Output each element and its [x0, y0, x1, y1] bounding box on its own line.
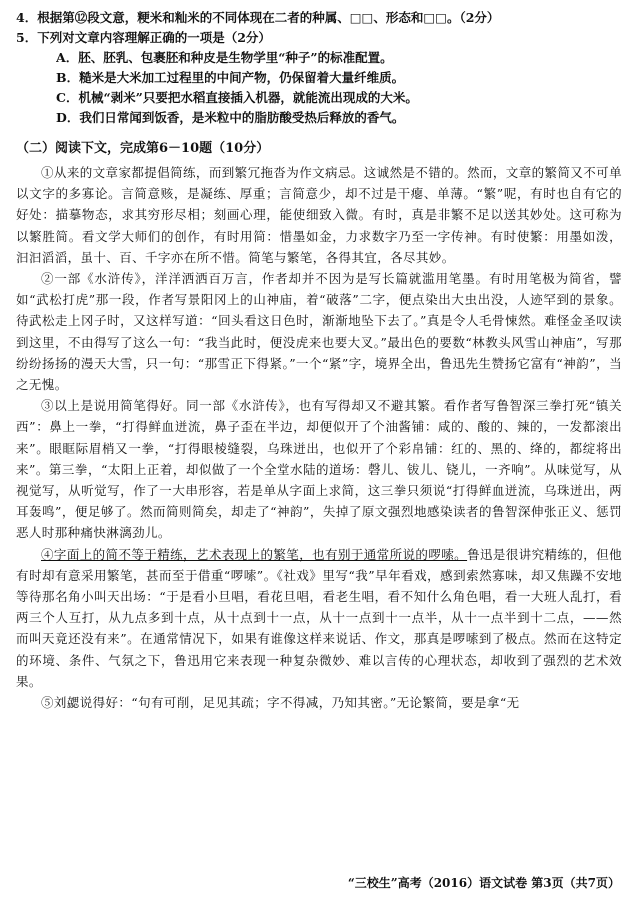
article-paragraph-4-rest: 鲁迅是很讲究精练的，但他有时却有意采用繁笔，甚而至于借重“啰嗦”。《社戏》里写“我”早年看戏，感到索然寡味，却又焦躁不安地等待那名角小叫天出场：“于是看小旦唱，看花旦唱，看老生唱，看不知什么角色唱，看一大班人乱打，看两三个人互打，从九点多到十点，从十点到十一点，从十一点到十一点半，从十一点半到十二点，——然而叫天竟还没有来”。在通常情况下，如果有谁像这样来说话、作文，那真是啰嗦到了极点。然而在这特定的环境、条件、气氛之下，鲁迅用它来表现一种复杂微妙、难以言传的心理状态，却收到了强烈的艺术效果。 — [16, 546, 622, 689]
article-paragraph-2: ②一部《水浒传》，洋洋洒洒百万言，作者却并不因为是写长篇就滥用笔墨。有时用笔极为简省，譬如“武松打虎”那一段，作者写景阳冈上的山神庙，着“破落”二字，便点染出大虫出没，人迹罕到的景象。待武松走上冈子时，又这样写道：“回头看这日色时，渐渐地坠下去了。”真是令人毛骨悚然。难怪金圣叹读到这里，不由得写了这么一句：“我当此时，便没虎来也要大叉。”最出色的要数“林教头风雪山神庙”，写那纷纷扬扬的漫天大雪，只一句：“那雪正下得紧。”一个“紧”字，境界全出，鲁迅先生赞扬它富有“神韵”，当之无愧。 — [16, 271, 622, 393]
question-5-option-d: D．我们日常闻到饭香，是米粒中的脂肪酸受热后释放的香气。 — [56, 110, 405, 125]
article-paragraph-4-underlined: ④字面上的简不等于精练，艺术表现上的繁笔，也有别于通常所说的啰嗦。 — [41, 546, 468, 562]
section-title: （二）阅读下文，完成第6－10题（10分） — [16, 141, 270, 156]
question-5: 5．下列对文章内容理解正确的一项是（2分） — [16, 30, 271, 45]
article-paragraph-4 — [16, 544, 622, 692]
page-footer: “三校生”高考（2016）语文试卷 第3页（共7页） — [347, 876, 620, 890]
article-paragraph-5: ⑤刘勰说得好：“句有可削，足见其疏；字不得减，乃知其密。”无论繁简，要是拿“无 — [41, 695, 520, 711]
article-paragraph-3: ③以上是说用简笔得好。同一部《水浒传》，也有写得却又不避其繁。看作者写鲁智深三拳打死“镇关西”：鼻上一拳，“打得鲜血迸流，鼻子歪在半边，却便似开了个油酱铺：咸的、酸的、辣的，一发都滚出来”。眼眶际眉梢又一拳，“打得眼棱缝裂，乌珠迸出，也似开了个彩帛铺：红的、黑的、绛的，都绽将出来”。第三拳，“太阳上正着，却似做了一个全堂水陆的道场：磬儿、钹儿、铙儿，一齐响”。从味觉写，从视觉写，从听觉写，作了一大串形容，若是单从字面上求简，这三拳只须说“打得鲜血迸流，乌珠迸出，两耳轰鸣”，便足够了。然而简则简矣，却走了“神韵”，失掉了原文强烈地感染读者的鲁智深伸张正义、惩罚恶人时那种痛快淋漓劲儿。 — [16, 398, 622, 541]
question-5-option-a: A．胚、胚乳、包裹胚和种皮是生物学里“种子”的标准配置。 — [56, 50, 393, 65]
question-4: 4．根据第⑫段文意，粳米和籼米的不同体现在二者的种属、□□、形态和□□。（2分） — [16, 10, 500, 25]
question-5-option-b: B．糙米是大米加工过程里的中间产物，仍保留着大量纤维质。 — [56, 70, 405, 85]
article-paragraph-1: ①从来的文章家都提倡简练，而到繁冗拖沓为作文病忌。这诚然是不错的。然而，文章的繁简又不可单以文字的多寡论。言简意赅，是凝练、厚重；言简意少，却不过是干瘪、单薄。“繁”呢，有时也自有它的好处：描摹物态，求其穷形尽相；刻画心理，能使细致入微。有时，真是非繁不足以送其妙处。这可称为以繁胜简。看文学大师们的创作，有时用简：惜墨如金，力求数字乃至一字传神。有时使繁：用墨如泼，汩汩滔滔，虽十、百、千字亦在所不惜。简笔与繁笔，各得其宜，各尽其妙。 — [16, 165, 622, 265]
question-5-option-c: C．机械“剥米”只要把水稻直接插入机器，就能流出现成的大米。 — [56, 90, 418, 105]
